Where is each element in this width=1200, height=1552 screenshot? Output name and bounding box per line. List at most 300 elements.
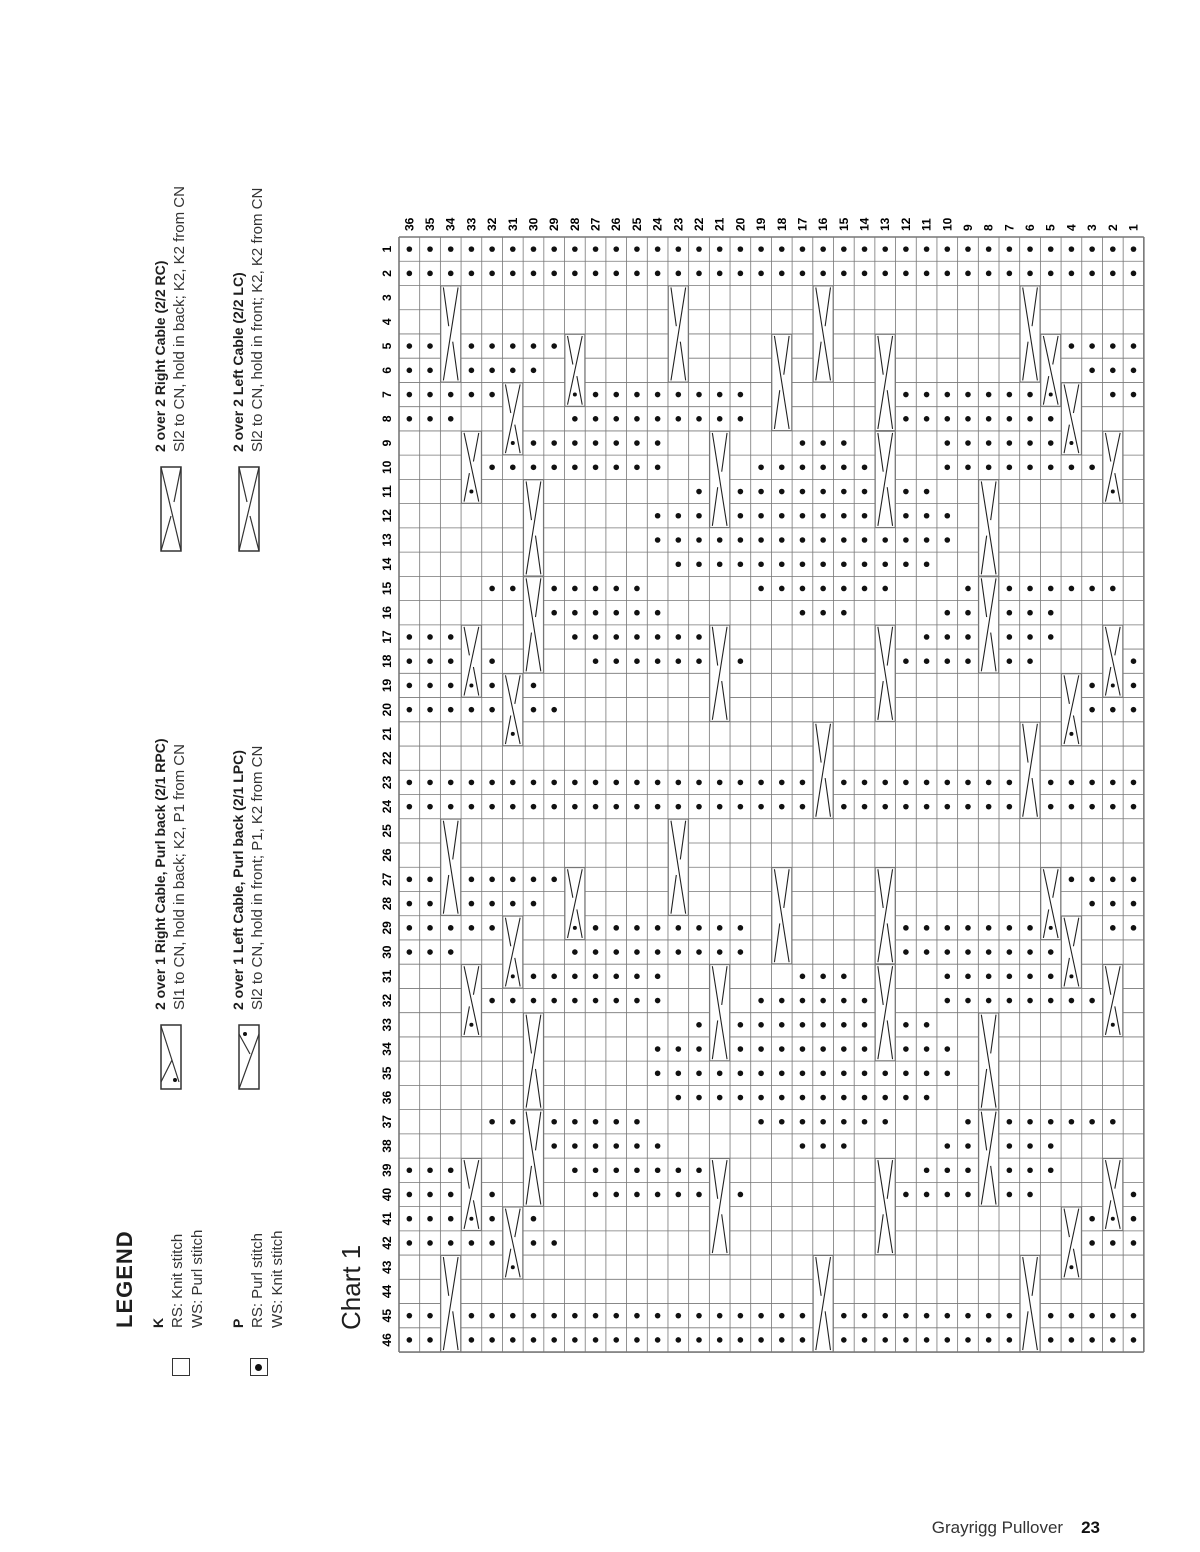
- purl-dot: [427, 271, 433, 277]
- purl-dot: [841, 1143, 847, 1149]
- purl-dot: [696, 1070, 702, 1076]
- purl-dot: [1048, 949, 1054, 955]
- purl-dot: [407, 392, 413, 398]
- purl-dot: [531, 1313, 537, 1319]
- purl-dot: [820, 513, 826, 519]
- purl-dot: [986, 780, 992, 786]
- purl-dot: [510, 1313, 516, 1319]
- purl-dot: [655, 610, 661, 616]
- purl-dot: [1089, 1119, 1095, 1125]
- purl-dot: [531, 1216, 537, 1222]
- purl-dot: [1007, 998, 1013, 1004]
- purl-dot: [738, 1022, 744, 1028]
- purl-dot: [800, 1143, 806, 1149]
- purl-dot: [800, 561, 806, 567]
- purl-dot: [531, 998, 537, 1004]
- purl-dot: [820, 1095, 826, 1101]
- purl-dot: [1089, 586, 1095, 592]
- purl-dot: [489, 683, 495, 689]
- purl-dot: [531, 368, 537, 374]
- purl-dot: [965, 925, 971, 931]
- row-number-label: 4: [380, 318, 394, 326]
- purl-dot: [1069, 1119, 1075, 1125]
- purl-dot: [758, 1313, 764, 1319]
- purl-dot: [448, 683, 454, 689]
- purl-dot: [965, 271, 971, 277]
- purl-dot: [944, 949, 950, 955]
- purl-dot: [613, 949, 619, 955]
- purl-dot: [800, 271, 806, 277]
- purl-dot: [820, 561, 826, 567]
- legend-code: 2 over 1 Right Cable, Purl back (2/1 RPC): [152, 738, 168, 1010]
- purl-dot: [717, 537, 723, 543]
- purl-dot: [1131, 925, 1137, 931]
- purl-dot: [862, 1046, 868, 1052]
- purl-dot: [407, 925, 413, 931]
- stitch-number-label: 8: [981, 224, 996, 231]
- purl-dot: [1007, 464, 1013, 470]
- purl-dot: [448, 925, 454, 931]
- purl-dot: [593, 925, 599, 931]
- purl-dot: [944, 416, 950, 422]
- purl-dot: [779, 998, 785, 1004]
- purl-dot: [738, 537, 744, 543]
- row-number-label: 43: [380, 1260, 394, 1274]
- purl-dot: [676, 949, 682, 955]
- purl-dot: [738, 949, 744, 955]
- purl-dot: [572, 804, 578, 810]
- purl-dot: [820, 537, 826, 543]
- stitch-number-label: 33: [464, 217, 479, 231]
- purl-dot: [738, 658, 744, 664]
- cable-purl-dot: [511, 732, 515, 736]
- purl-dot: [510, 464, 516, 470]
- purl-dot: [634, 1313, 640, 1319]
- legend-title: LEGEND: [112, 1230, 137, 1328]
- stitch-number-label: 18: [774, 217, 789, 231]
- purl-dot: [1048, 1119, 1054, 1125]
- purl-dot: [696, 513, 702, 519]
- row-number-label: 26: [380, 848, 394, 862]
- purl-dot: [924, 271, 930, 277]
- purl-dot: [903, 804, 909, 810]
- purl-dot: [944, 998, 950, 1004]
- purl-dot: [469, 368, 475, 374]
- purl-dot: [758, 537, 764, 543]
- purl-dot: [738, 1313, 744, 1319]
- purl-dot: [613, 1192, 619, 1198]
- cable-purl-dot: [469, 490, 473, 494]
- purl-dot: [820, 998, 826, 1004]
- purl-dot: [634, 974, 640, 980]
- purl-dot: [841, 1313, 847, 1319]
- row-number-label: 30: [380, 945, 394, 959]
- purl-dot: [427, 368, 433, 374]
- cable-purl-dot: [1069, 441, 1073, 445]
- purl-dot: [758, 586, 764, 592]
- purl-dot: [841, 1095, 847, 1101]
- cable-purl-dot: [469, 1217, 473, 1221]
- purl-dot: [1089, 246, 1095, 252]
- purl-dot: [841, 271, 847, 277]
- purl-dot: [944, 246, 950, 252]
- purl-dot: [1027, 392, 1033, 398]
- purl-dot: [613, 974, 619, 980]
- legend-desc: WS: Knit stitch: [269, 1230, 286, 1328]
- purl-dot: [634, 392, 640, 398]
- row-number-label: 5: [380, 342, 394, 350]
- purl-dot: [427, 877, 433, 883]
- purl-dot: [551, 1143, 557, 1149]
- purl-dot: [572, 998, 578, 1004]
- purl-dot: [800, 1095, 806, 1101]
- purl-dot: [676, 1313, 682, 1319]
- purl-dot: [407, 683, 413, 689]
- row-number-label: 10: [380, 460, 394, 474]
- purl-dot: [924, 392, 930, 398]
- purl-dot: [1110, 586, 1116, 592]
- purl-dot: [924, 804, 930, 810]
- purl-dot: [1048, 974, 1054, 980]
- stitch-number-label: 25: [629, 217, 644, 231]
- purl-dot: [862, 1022, 868, 1028]
- purl-dot: [510, 368, 516, 374]
- purl-dot: [572, 416, 578, 422]
- purl-dot: [593, 998, 599, 1004]
- purl-dot: [427, 901, 433, 907]
- purl-dot: [655, 1046, 661, 1052]
- purl-dot: [469, 1337, 475, 1343]
- purl-dot: [1027, 610, 1033, 616]
- purl-dot: [510, 343, 516, 349]
- purl-dot: [944, 513, 950, 519]
- purl-dot: [551, 998, 557, 1004]
- purl-dot: [882, 1119, 888, 1125]
- purl-dot: [510, 877, 516, 883]
- purl-dot: [944, 1070, 950, 1076]
- purl-dot: [800, 974, 806, 980]
- purl-dot: [1089, 998, 1095, 1004]
- purl-dot: [779, 513, 785, 519]
- purl-dot: [427, 634, 433, 640]
- row-number-label: 19: [380, 678, 394, 693]
- purl-dot: [676, 1167, 682, 1173]
- stitch-number-label: 27: [588, 217, 603, 231]
- purl-dot: [738, 1046, 744, 1052]
- purl-dot: [903, 658, 909, 664]
- purl-dot: [924, 246, 930, 252]
- purl-dot: [779, 464, 785, 470]
- purl-dot: [738, 1095, 744, 1101]
- purl-dot: [779, 1337, 785, 1343]
- purl-dot: [572, 1119, 578, 1125]
- purl-dot: [655, 998, 661, 1004]
- cable-purl-dot: [1111, 490, 1115, 494]
- purl-dot: [1110, 343, 1116, 349]
- purl-dot: [758, 1070, 764, 1076]
- purl-dot: [779, 1070, 785, 1076]
- purl-dot: [634, 1167, 640, 1173]
- purl-dot: [1027, 925, 1033, 931]
- purl-dot: [613, 586, 619, 592]
- purl-dot: [489, 343, 495, 349]
- purl-dot: [862, 1095, 868, 1101]
- stitch-number-label: 23: [671, 217, 686, 231]
- purl-dot: [1007, 610, 1013, 616]
- purl-dot: [1089, 804, 1095, 810]
- purl-dot: [965, 658, 971, 664]
- purl-dot: [924, 1022, 930, 1028]
- purl-dot: [1131, 683, 1137, 689]
- purl-dot: [965, 1192, 971, 1198]
- purl-dot: [779, 1095, 785, 1101]
- purl-dot: [820, 1119, 826, 1125]
- purl-dot: [489, 804, 495, 810]
- purl-dot: [738, 392, 744, 398]
- stitch-number-label: 2: [1105, 224, 1120, 231]
- purl-dot: [820, 1046, 826, 1052]
- purl-dot: [593, 974, 599, 980]
- purl-dot: [634, 246, 640, 252]
- purl-dot: [448, 271, 454, 277]
- row-number-label: 32: [380, 993, 394, 1008]
- stitch-number-label: 16: [816, 217, 831, 231]
- row-number-label: 28: [380, 896, 394, 911]
- legend-code: 2 over 1 Left Cable, Purl back (2/1 LPC): [230, 750, 246, 1010]
- purl-dot: [634, 1337, 640, 1343]
- purl-dot: [427, 683, 433, 689]
- purl-dot: [448, 1240, 454, 1246]
- purl-dot: [634, 804, 640, 810]
- purl-dot: [820, 440, 826, 446]
- purl-dot: [841, 974, 847, 980]
- purl-dot: [613, 416, 619, 422]
- purl-dot: [676, 634, 682, 640]
- legend-desc: Sl2 to CN, hold in back; K2, K2 from CN: [171, 186, 188, 452]
- purl-dot: [1069, 1313, 1075, 1319]
- legend-desc: RS: Knit stitch: [169, 1233, 186, 1328]
- purl-dot: [613, 246, 619, 252]
- purl-dot: [1110, 392, 1116, 398]
- purl-dot: [572, 586, 578, 592]
- legend-desc: WS: Purl stitch: [189, 1229, 206, 1328]
- purl-dot: [551, 974, 557, 980]
- purl-dot: [986, 440, 992, 446]
- cable-purl-dot: [511, 974, 515, 978]
- purl-dot: [489, 586, 495, 592]
- purl-dot: [1089, 1216, 1095, 1222]
- purl-dot: [924, 489, 930, 495]
- purl-dot: [779, 271, 785, 277]
- purl-dot: [655, 271, 661, 277]
- purl-dot: [882, 586, 888, 592]
- purl-dot: [448, 634, 454, 640]
- purl-dot: [572, 1313, 578, 1319]
- purl-dot: [965, 974, 971, 980]
- purl-dot: [738, 804, 744, 810]
- row-number-label: 14: [380, 557, 394, 571]
- stitch-number-label: 22: [692, 217, 707, 231]
- page-number: 23: [1081, 1518, 1100, 1537]
- purl-dot: [1110, 1313, 1116, 1319]
- purl-dot: [1007, 440, 1013, 446]
- stitch-number-label: 20: [733, 217, 748, 231]
- purl-dot: [634, 271, 640, 277]
- purl-dot: [986, 974, 992, 980]
- purl-dot: [779, 1119, 785, 1125]
- purl-dot: [489, 246, 495, 252]
- purl-dot: [1110, 368, 1116, 374]
- purl-dot: [655, 513, 661, 519]
- purl-dot: [634, 1192, 640, 1198]
- purl-dot: [758, 489, 764, 495]
- purl-dot: [696, 1046, 702, 1052]
- purl-dot: [841, 1046, 847, 1052]
- row-number-label: 24: [380, 799, 394, 814]
- purl-dot: [572, 440, 578, 446]
- stitch-number-label: 6: [1023, 224, 1038, 231]
- purl-dot: [820, 1143, 826, 1149]
- purl-dot: [696, 561, 702, 567]
- purl-dot: [882, 1070, 888, 1076]
- purl-dot: [758, 780, 764, 786]
- purl-dot: [489, 1119, 495, 1125]
- purl-dot: [924, 1337, 930, 1343]
- purl-dot: [572, 1167, 578, 1173]
- purl-dot: [903, 1095, 909, 1101]
- purl-dot: [965, 392, 971, 398]
- purl-dot: [572, 1143, 578, 1149]
- purl-dot: [1131, 392, 1137, 398]
- purl-dot: [717, 1095, 723, 1101]
- purl-dot: [1048, 1337, 1054, 1343]
- purl-dot: [655, 1337, 661, 1343]
- purl-dot: [779, 780, 785, 786]
- purl-dot: [510, 804, 516, 810]
- purl-dot: [779, 561, 785, 567]
- purl-dot: [634, 949, 640, 955]
- cable-purl-dot: [1069, 974, 1073, 978]
- purl-dot: [1089, 683, 1095, 689]
- purl-dot: [1131, 804, 1137, 810]
- row-number-label: 1: [380, 245, 394, 253]
- purl-dot: [1089, 464, 1095, 470]
- purl-dot: [1089, 901, 1095, 907]
- purl-dot: [593, 1313, 599, 1319]
- purl-dot: [1110, 901, 1116, 907]
- purl-dot: [1131, 658, 1137, 664]
- row-number-label: 16: [380, 606, 394, 620]
- purl-dot: [676, 513, 682, 519]
- purl-dot: [924, 1192, 930, 1198]
- purl-dot: [820, 489, 826, 495]
- purl-dot: [882, 1337, 888, 1343]
- purl-dot: [820, 974, 826, 980]
- purl-dot: [903, 513, 909, 519]
- row-number-label: 31: [380, 969, 394, 983]
- purl-dot: [944, 271, 950, 277]
- purl-dot: [427, 392, 433, 398]
- purl-dot: [1131, 901, 1137, 907]
- purl-dot: [551, 1240, 557, 1246]
- purl-dot: [717, 1313, 723, 1319]
- purl-dot: [1027, 634, 1033, 640]
- row-number-label: 29: [380, 921, 394, 935]
- row-number-label: 39: [380, 1163, 394, 1177]
- purl-dot: [1007, 271, 1013, 277]
- purl-dot: [634, 925, 640, 931]
- purl-dot: [1110, 246, 1116, 252]
- purl-dot: [593, 440, 599, 446]
- purl-dot: [551, 1337, 557, 1343]
- purl-dot: [613, 610, 619, 616]
- purl-dot: [1007, 1143, 1013, 1149]
- purl-dot: [1027, 1192, 1033, 1198]
- purl-dot: [1089, 780, 1095, 786]
- purl-dot: [800, 464, 806, 470]
- purl-dot: [593, 658, 599, 664]
- stitch-number-label: 4: [1064, 224, 1079, 231]
- purl-dot: [862, 489, 868, 495]
- purl-dot: [965, 1167, 971, 1173]
- purl-dot: [758, 998, 764, 1004]
- purl-dot: [738, 561, 744, 567]
- stitch-number-label: 10: [940, 217, 955, 231]
- purl-dot: [655, 925, 661, 931]
- stitch-number-label: 9: [960, 224, 975, 231]
- purl-dot: [613, 780, 619, 786]
- purl-dot: [944, 392, 950, 398]
- purl-dot: [531, 901, 537, 907]
- purl-dot: [655, 634, 661, 640]
- purl-dot: [924, 561, 930, 567]
- purl-dot: [841, 1337, 847, 1343]
- purl-dot: [903, 780, 909, 786]
- purl-dot: [676, 804, 682, 810]
- purl-dot: [841, 561, 847, 567]
- purl-dot: [696, 416, 702, 422]
- purl-dot: [986, 271, 992, 277]
- purl-dot: [1048, 1143, 1054, 1149]
- legend-code: 2 over 2 Right Cable (2/2 RC): [152, 260, 168, 452]
- legend-code: 2 over 2 Left Cable (2/2 LC): [230, 272, 246, 452]
- purl-dot: [613, 998, 619, 1004]
- purl-dot: [407, 246, 413, 252]
- purl-dot: [924, 1070, 930, 1076]
- purl-dot: [1110, 925, 1116, 931]
- purl-dot: [655, 537, 661, 543]
- purl-dot: [882, 561, 888, 567]
- stitch-number-label: 24: [650, 217, 665, 231]
- purl-dot: [1027, 271, 1033, 277]
- purl-dot: [613, 1337, 619, 1343]
- purl-dot: [696, 658, 702, 664]
- purl-dot: [531, 343, 537, 349]
- purl-dot: [551, 464, 557, 470]
- purl-dot: [903, 1337, 909, 1343]
- purl-dot: [944, 1192, 950, 1198]
- purl-dot: [551, 1313, 557, 1319]
- row-number-label: 45: [380, 1309, 394, 1323]
- purl-dot: [1027, 586, 1033, 592]
- purl-dot: [655, 1167, 661, 1173]
- purl-dot: [593, 586, 599, 592]
- purl-dot: [407, 780, 413, 786]
- purl-dot: [469, 1313, 475, 1319]
- row-number-label: 8: [380, 415, 394, 423]
- purl-dot: [862, 513, 868, 519]
- purl-dot: [489, 1192, 495, 1198]
